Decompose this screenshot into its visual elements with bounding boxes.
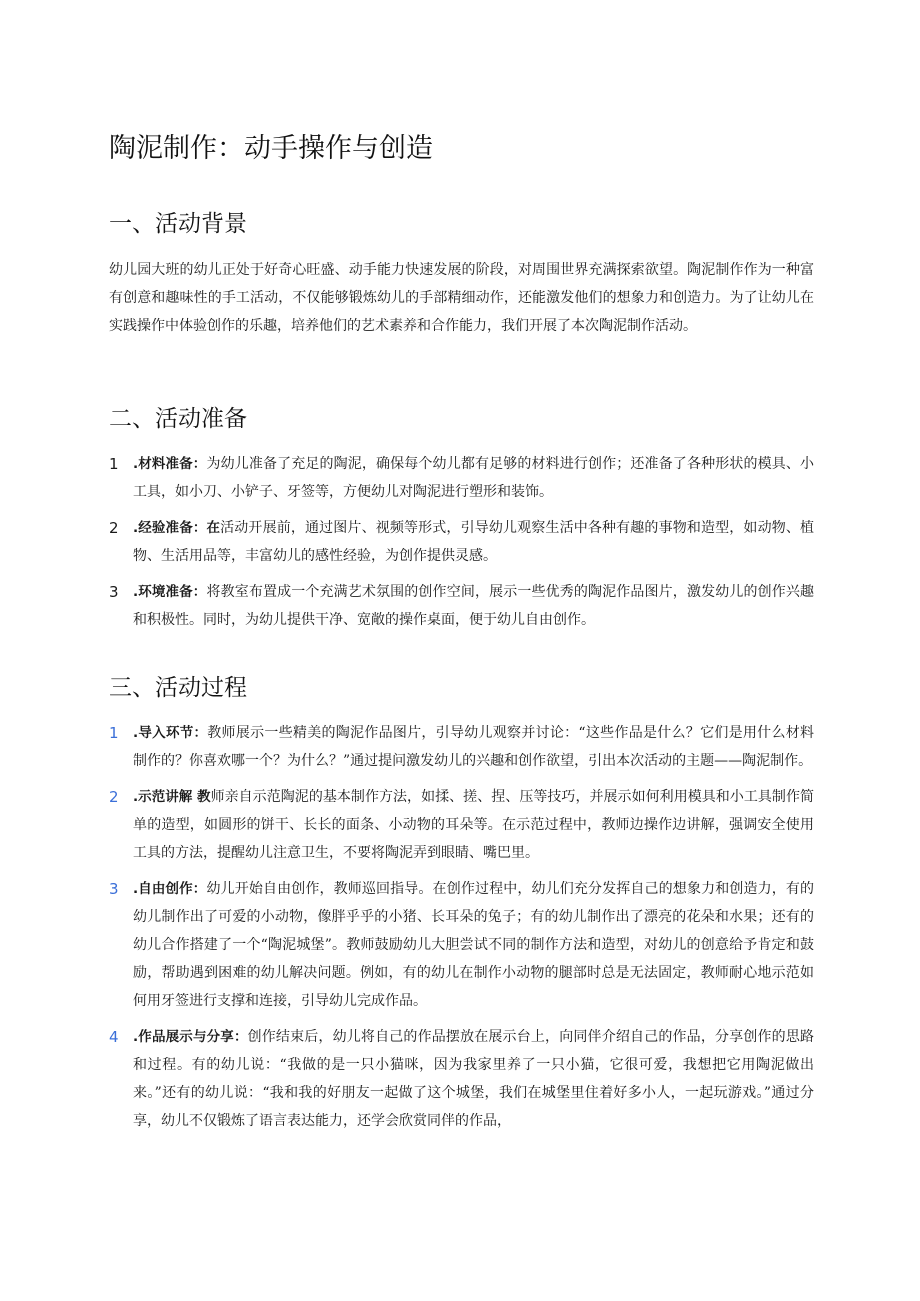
list-number: 2: [109, 519, 119, 537]
item-label: .作品展示与分享：: [133, 1029, 248, 1045]
list-number: 4: [109, 1028, 119, 1046]
item-label: .导入环节：: [133, 725, 208, 741]
process-list: [109, 719, 814, 1143]
list-item: [109, 514, 814, 570]
item-text: 幼儿开始自由创作，教师巡回指导。在创作过程中，幼儿们充分发挥自己的想象力和创造力，有的幼儿制作出了可爱的小动物，像胖乎乎的小猪、长耳朵的兔子；有的幼儿制作出了漂亮的花朵和水果；还有的幼儿合作搭建了一个“陶泥城堡”。教师鼓励幼儿大胆尝试不同的制作方法和造型，对幼儿的创意给予肯定和鼓励，帮助遇到困难的幼儿解决问题。例如，有的幼儿在制作小动物的腿部时总是无法固定，教师耐心地示范如何用牙签进行支撑和连接，引导幼儿完成作品。: [133, 881, 814, 1009]
section-heading-background: 一、活动背景: [109, 211, 247, 237]
item-text: 为幼儿准备了充足的陶泥，确保每个幼儿都有足够的材料进行创作；还准备了各种形状的模具、小工具，如小刀、小铲子、牙签等，方便幼儿对陶泥进行塑形和装饰。: [133, 456, 814, 500]
list-number: 3: [109, 880, 119, 898]
section-heading-preparation: 二、活动准备: [109, 406, 247, 432]
list-item: [109, 783, 814, 867]
item-text: 将教室布置成一个充满艺术氛围的创作空间，展示一些优秀的陶泥作品图片，激发幼儿的创作兴趣和积极性。同时，为幼儿提供干净、宽敞的操作桌面，便于幼儿自由创作。: [133, 584, 814, 628]
list-item: [109, 578, 814, 634]
item-text: 活动开展前，通过图片、视频等形式，引导幼儿观察生活中各种有趣的事物和造型，如动物、植物、生活用品等，丰富幼儿的感性经验，为创作提供灵感。: [133, 520, 814, 564]
list-number: 1: [109, 455, 119, 473]
list-item: [109, 719, 814, 775]
list-item: [109, 1023, 814, 1135]
preparation-list: [109, 450, 814, 642]
list-item: [109, 450, 814, 506]
item-label: .示范讲解 教: [133, 789, 211, 805]
list-number: 3: [109, 583, 119, 601]
item-label: .材料准备：: [133, 456, 207, 472]
item-label: .环境准备：: [133, 584, 207, 600]
item-text: 教师展示一些精美的陶泥作品图片，引导幼儿观察并讨论：“这些作品是什么？它们是用什么材料制作的？你喜欢哪一个？为什么？”通过提问激发幼儿的兴趣和创作欲望，引出本次活动的主题——陶泥制作。: [133, 725, 814, 769]
list-item: [109, 875, 814, 1015]
item-label: .经验准备：在: [133, 520, 221, 536]
section-heading-process: 三、活动过程: [109, 675, 247, 701]
item-label: .自由创作：: [133, 881, 207, 897]
list-number: 1: [109, 724, 119, 742]
item-text: 师亲自示范陶泥的基本制作方法，如揉、搓、捏、压等技巧，并展示如何利用模具和小工具制作简单的造型，如圆形的饼干、长长的面条、小动物的耳朵等。在示范过程中，教师边操作边讲解，强调安全使用工具的方法，提醒幼儿注意卫生，不要将陶泥弄到眼睛、嘴巴里。: [133, 789, 814, 861]
page-title: 陶泥制作：动手操作与创造: [109, 133, 433, 164]
list-number: 2: [109, 788, 119, 806]
item-text: 创作结束后，幼儿将自己的作品摆放在展示台上，向同伴介绍自己的作品，分享创作的思路和过程。有的幼儿说：“我做的是一只小猫咪，因为我家里养了一只小猫，它很可爱，我想把它用陶泥做出来。”还有的幼儿说：“我和我的好朋友一起做了这个城堡，我们在城堡里住着好多小人，一起玩游戏。”通过分享，幼儿不仅锻炼了语言表达能力，还学会欣赏同伴的作品，: [133, 1029, 814, 1129]
background-paragraph: 幼儿园大班的幼儿正处于好奇心旺盛、动手能力快速发展的阶段，对周围世界充满探索欲望。陶泥制作作为一种富有创意和趣味性的手工活动，不仅能够锻炼幼儿的手部精细动作，还能激发他们的想象力和创造力。为了让幼儿在实践操作中体验创作的乐趣，培养他们的艺术素养和合作能力，我们开展了本次陶泥制作活动。: [109, 262, 814, 334]
